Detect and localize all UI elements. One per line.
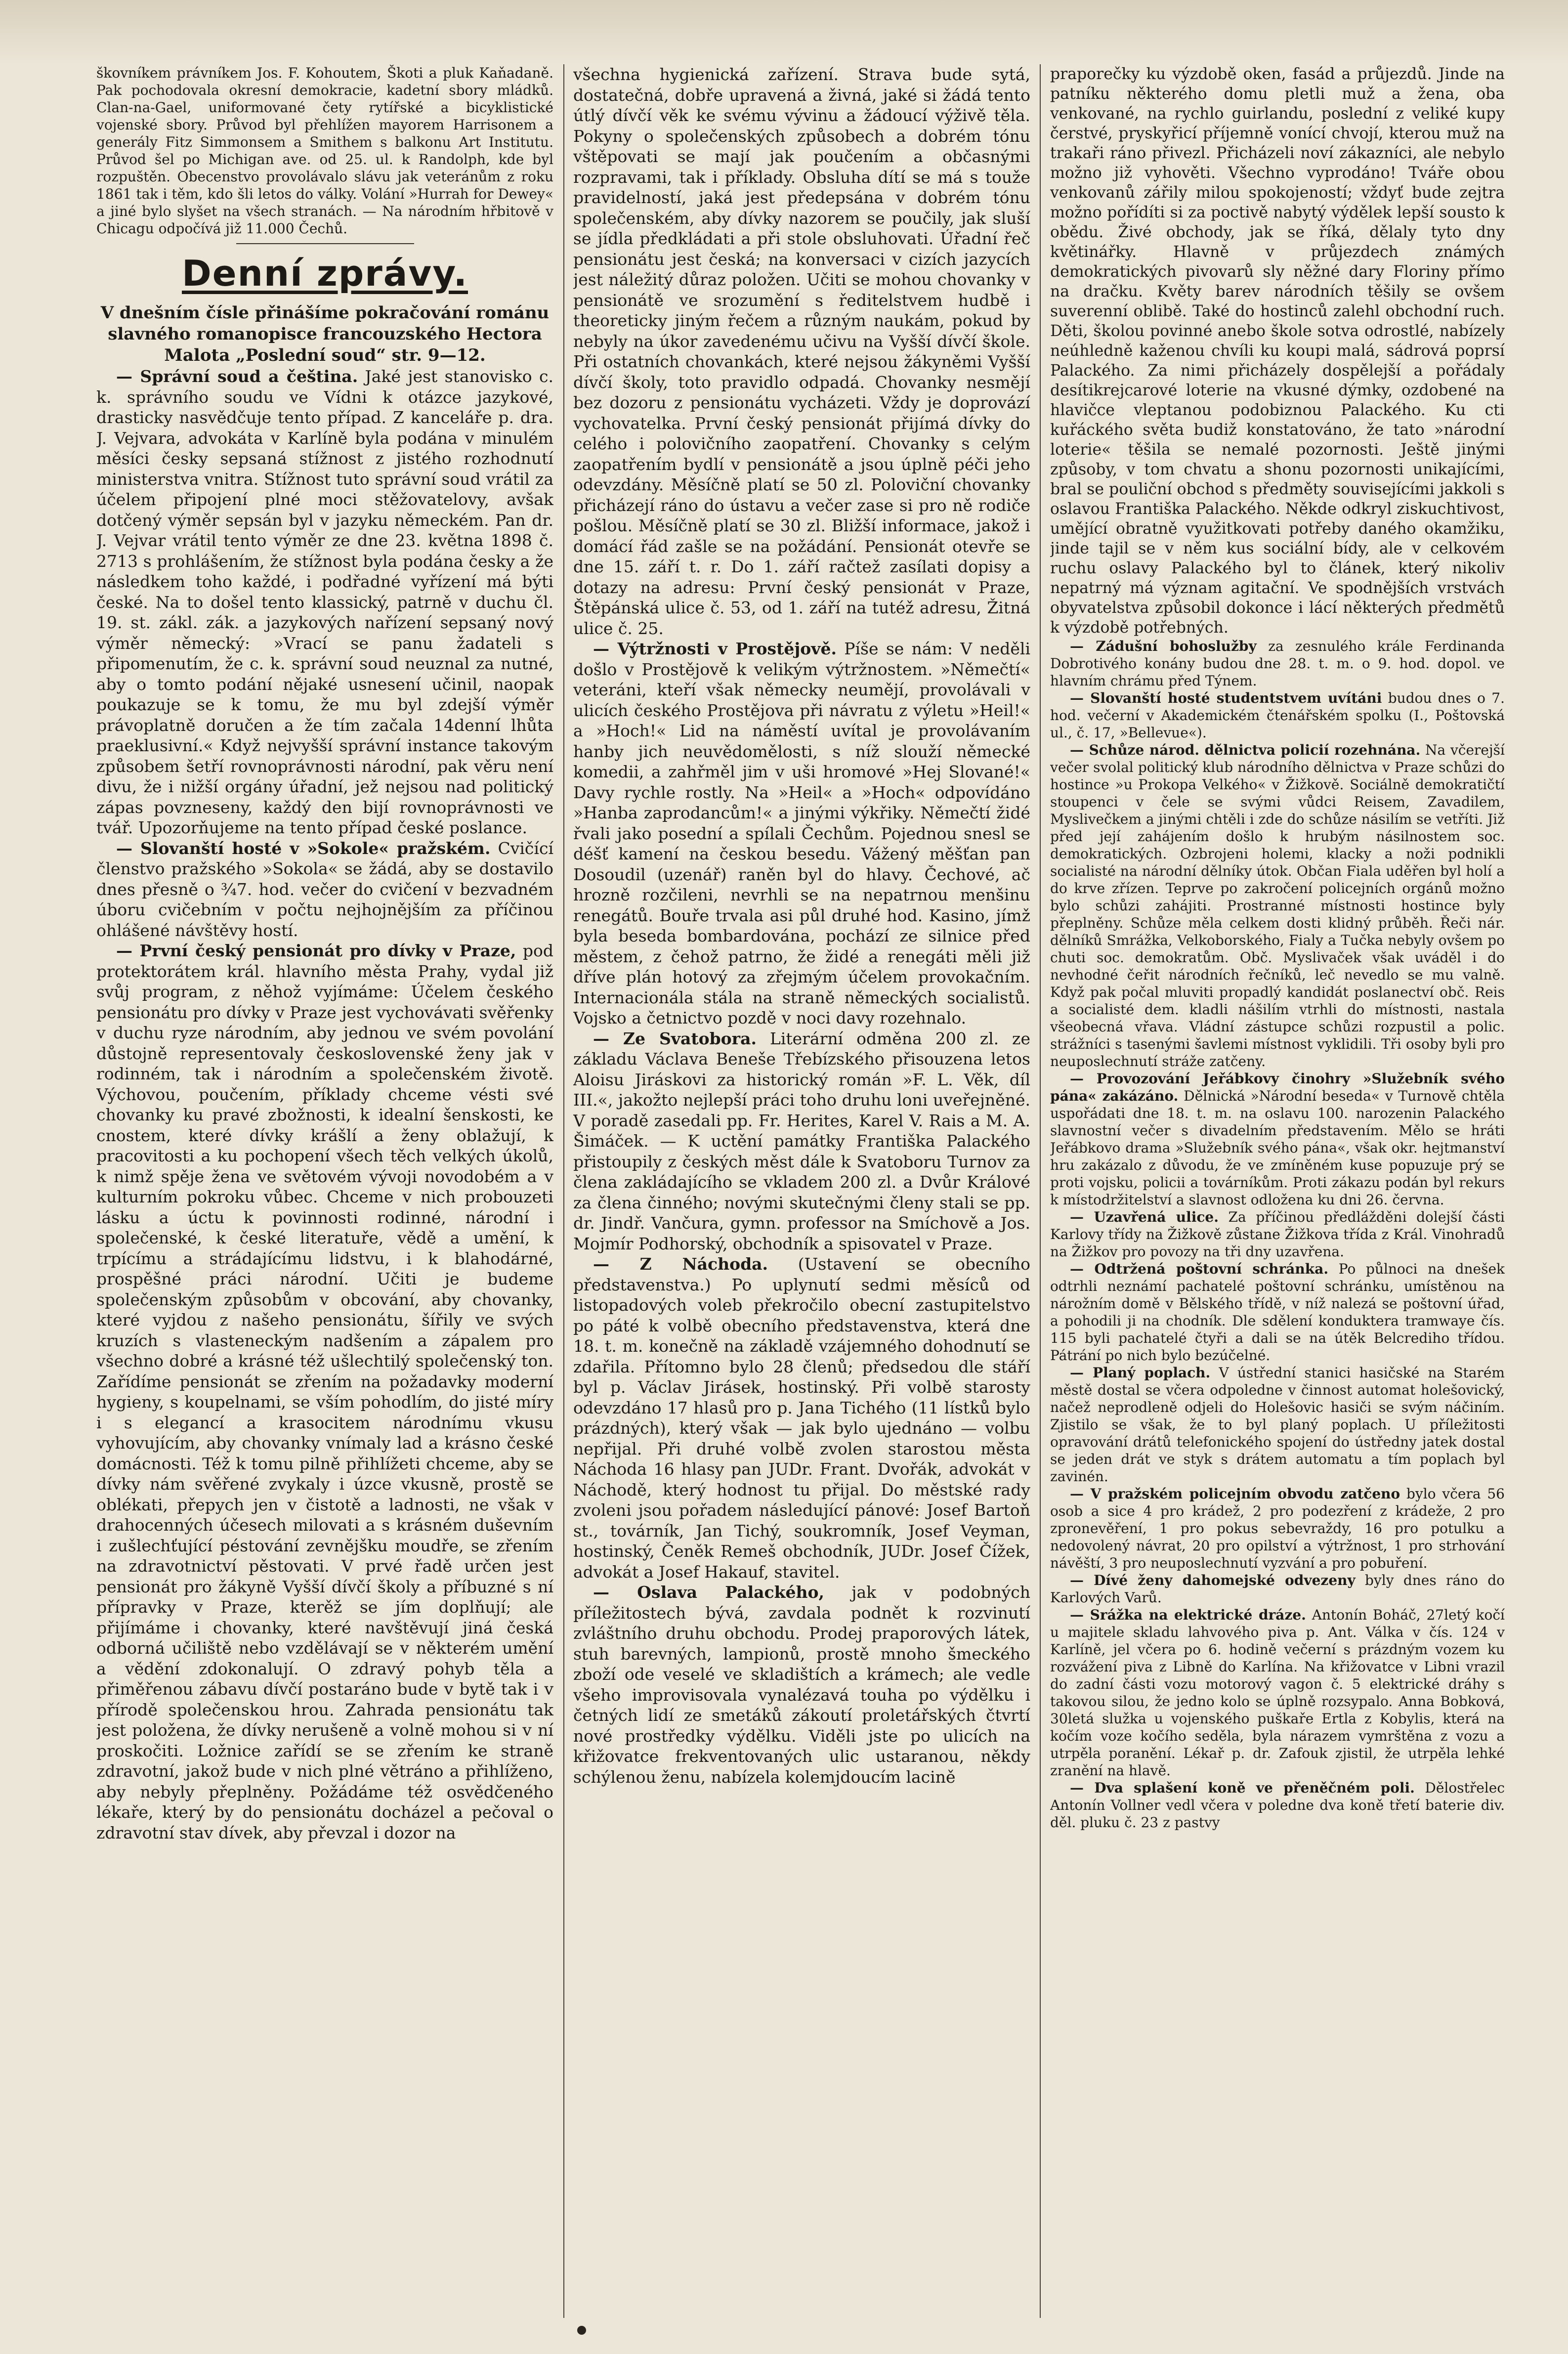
article-heading: — Slovanští hosté v »Sokole« pražském. — [116, 838, 491, 858]
article-heading: — Schůze národ. dělnictva policií rozehnána. — [1070, 742, 1421, 758]
article-paragraph — [1050, 1606, 1505, 1779]
article-body: (Ustavení se obecního představenstva.) Po uplynutí sedmi měsíců od listopadových voleb překročilo obecní zastupitelstvo po páté k volbě obecního představenstva, která dne 18. t. m. konečně na základě vzájemného dohodnutí se zdařila. Přítomno bylo 28 členů; předsedou dle stáří byl p. Václav Jirásek, hostinský. Při volbě starosty odevzdáno 17 hlasů pro p. Jana Tichého (11 lístků bylo prázdných), který však — jak bylo ujednáno — volbu nepřijal. Při druhé volbě zvolen starostou města Náchoda 16 hlasy pan JUDr. Frant. Dvořák, advokát v Náchodě, který hodnost tu přijal. Do městské rady zvoleni jsou pořadem následující pánové: Josef Bartoň st., továrník, Jan Tichý, soukromník, Josef Veyman, hostinský, Čeněk Remeš obchodník, JUDr. Josef Čížek, advokát a Josef Hakauf, stavitel. — [573, 1254, 1030, 1582]
article-body: Jaké jest stanovisko c. k. správního soudu ve Vídni k otázce jazykové, drasticky nasvědčuje tento případ. Z kanceláře p. dra. J. Vejvara, advokáta v Karlíně byla podána v minulém měsíci česky sepsaná stížnost z jistého rozhodnutí ministerstva vnitra. Stížnost tuto správní soud vrátil za účelem připojení plné moci stěžovatelovy, avšak dotčený výměr sepsán byl v jazyku německém. Pan dr. J. Vejvar vrátil tento výměr ze dne 23. května 1898 č. 2713 s prohlášením, že stížnost byla podána česky a že následkem toho každé, i podřadné vyřízení má býti české. Na to došel tento klassický, patrně v duchu čl. 19. st. zákl. zák. a jazykových nařízení sepsaný nový výměr německý: »Vrací se panu žadateli s připomenutím, že c. k. správní soud neuznal za nutné, aby o tomto podání nějaké usnesení učinil, naopak poukazuje se k tomu, že mu byl zdejší výměr právoplatně doručen a že tím začala 14denní lhůta praeklusivní.« Když nejvyšší správní instance takovým způsobem šetří rovnoprávnosti národní, pak věru není divu, že i nižší orgány úřadní, jež nejsou nad politický zápas povzneseny, každý den bijí rovnoprávnosti ve tvář. Upozorňujeme na tento případ české poslance. — [96, 367, 553, 837]
article-heading: — První český pensionát pro dívky v Praze, — [116, 941, 516, 960]
article-paragraph — [1050, 1208, 1505, 1260]
article-heading: — V pražském policejním obvodu zatčeno — [1070, 1486, 1400, 1502]
article-body: pod protektorátem král. hlavního města Prahy, vydal již svůj program, z něhož vyjímáme: Účelem českého pensionátu pro dívky v Praze jest vychovávati svěřenky v duchu ryze národním, aby jednou ve svém povolání důstojně representovaly československé ženy jak v rodinném, tak i národním a společenském životě. Výchovou, poučením, příklady chceme vésti své chovanky ku pravé zbožnosti, k idealní šenskosti, ke cnostem, které dívky krášlí a ženy oblažují, k pracovitosti a ku pochopení všech těch velkých úkolů, k nimž spěje žena ve světovém vývoji novodobém a v kulturním pokroku vůbec. Chceme v nich probouzeti lásku a úctu k povinnosti rodinné, národní i společenské, k české literatuře, vědě a umění, k trpícímu a strádajícímu lidstvu, i k blahodárné, prospěšné práci národní. Učiti je budeme společenským způsobům v obcování, aby chovanky, které vyjdou z našeho pensionátu, šířily ve svých kruzích s vlasteneckým nadšením a zápalem pro všechno dobré a krásné též ušlechtilý společenský ton. Zařídíme pensionát se zřením na požadavky moderní hygieny, s koupelnami, se vším pohodlím, do jisté míry i s elegancí a krasocitem národnímu vkusu vyhovujícím, aby chovanky vnímaly lad a krásno české domácnosti. Též k tomu pilně přihlížeti chceme, aby se dívky nám svěřené zvykaly i úzce vkusně, prostě se oblékati, přepych jen v čistotě a ladnosti, ne však v drahocenných účesech milovati a s krásném duševním i zušlechťující péstování zevnějšku moudře, se zřením na zdravotnictví pěstovati. V prvé řadě určen jest pensionát pro žákyně Vyšší dívčí školy a příbuzné s ní přípravky v Praze, kterěž se jím doplňují; ale přijímáme i chovanky, které navštěvují jiná česká odborná učiliště nebo vzdělávají se v některém umění a vědění zdokonalují. O zdravý pohyb těla a přiměřenou zábavu dívčí postaráno bude v bytě tak i v přírodě společenskou hrou. Zahrada pensionátu tak jest položena, že dívky nerušeně a volně mohou si v ní proskočiti. Ložnice zařídí se se zřením ke straně zdravotní, jakož bude v nich plné větráno a přihlíženo, aby nebyly přeplněny. Požádáme též osvědčeného lékaře, který by do pensionátu docházel a pečoval o zdravotní stav dívek, aby převzal i dozor na — [96, 941, 553, 1842]
article-heading: — Odtržená poštovní schránka. — [1070, 1261, 1329, 1277]
section-title: Denní zprávy. — [181, 253, 468, 294]
article-body: za zesnulého krále Ferdinanda Dobrotivého konány budou dne 28. t. m. o 9. hod. dopol. ve hlavním chrámu před Týnem. — [1050, 638, 1505, 689]
article-heading: — Dívé ženy dahomejské odvezeny — [1070, 1572, 1356, 1588]
article-body: Za příčinou předlážděni dolejší části Karlovy třídy na Žižkově zůstane Žižkova třída z Král. Vinohradů na Žižkov pro povozy na tři dny uzavřena. — [1050, 1209, 1505, 1260]
article-body: bylo včera 56 osob a sice 4 pro krádež, 2 pro podezření z krádeže, 2 pro zpronevěření, 1 pro pokus sebevraždy, 16 pro potulku a nedovolený návrat, 20 pro opilství a výtržnost, 1 pro strhování návěští, 3 pro neuposlechnutí vyzvání a pro pobuření. — [1050, 1486, 1505, 1571]
intro-paragraph: škovníkem právníkem Jos. F. Kohoutem, Škoti a pluk Kaňadaně. Pak pochodovala okresní demokracie, kadetní sbory mládků. Clan-na-Gael, uniformované čety rytířské a bicyklistické vojenské sbory. Průvod byl přehlížen mayorem Harrisonem a generály Fitz Simmonsem a Smithem s balkonu Art Institutu. Průvod šel po Michigan ave. od 25. ul. k Randolph, kde byl rozpuštěn. Obecenstvo provolávalo slávu jak veteránům z roku 1861 tak i těm, kdo šli letos do války. Volání »Hurrah for Dewey« a jiné bylo slyšet na všech stranách. — Na národním hřbitově v Chicagu odpočívá již 11.000 Čechů. — [96, 65, 553, 237]
article-heading: — Správní soud a čeština. — [116, 367, 358, 386]
article-list — [573, 64, 1030, 1787]
article-paragraph — [1050, 1485, 1505, 1572]
article-paragraph — [1050, 741, 1505, 1070]
column-divider — [563, 64, 564, 2318]
article-paragraph — [1050, 1572, 1505, 1606]
article-paragraph — [1050, 1364, 1505, 1485]
article-paragraph — [96, 838, 553, 941]
article-body: Cvičící členstvo pražského »Sokola« se žádá, aby se dostavilo dnes přesně o ¾7. hod. večer do cvičení v bezvadném úboru cvičebním v počtu nejhojnějším za příčinou ohlášené návštěvy hostí. — [96, 838, 553, 940]
article-paragraph — [1050, 64, 1505, 638]
article-body: všechna hygienická zařízení. Strava bude sytá, dostatečná, dobře upravená a živná, jaké si žádá tento útlý dívčí věk ke svému vývinu a žádoucí výživě těla. Pokyny o společenských způsobech a dobrém tónu vštěpovati se mají jak poučením a občasnými rozpravami, tak i příklady. Obsluha dítí se má s touže pravidelností, jaká jest předepsána v dobrém tónu společenském, aby dívky nazorem se poučily, jak sluší se jídla předkládati a při stole obsluhovati. Úřadní řeč pensionátu jest česká; na konversaci v cizích jazycích jest náležitý důraz položen. Učiti se mohou chovanky v pensionátě ve srozumění s ředitelstvem hudbě i theoreticky jiným řečem a různým naukám, pokud by nebyly na úkor zavedenému učivu na Vyšší dívčí škole. Při ostatních chovankách, které nejsou žákyněmi Vyšší dívčí školy, toto pravidlo odpadá. Chovanky nesmějí bez dozoru z pensionátu vycházeti. Vždy je doprovází vychovatelka. První český pensionát přijímá dívky do celého i polovičního zaopatření. Chovanky s celým zaopatřením bydlí v pensionátě a jsou úplně péči jeho odevzdány. Měsíčně platí se 50 zl. Poloviční chovanky přicházejí ráno do ústavu a večer zase si pro ně rodiče pošlou. Měsíčně platí se 30 zl. Bližší informace, jakož i domácí řád zašle se na požádání. Pensionát otevře se dne 15. září t. r. Do 1. září račtež zasílati dopisy a dotazy na adresu: První český pensionát v Praze, Štěpánská ulice č. 53, od 1. září na tutéž adresu, Žitná ulice č. 25. — [573, 65, 1030, 638]
article-heading: — Uzavřená ulice. — [1070, 1209, 1219, 1225]
article-heading: — Dva splašení koně ve přeněčném poli. — [1070, 1780, 1415, 1796]
article-body: praporečky ku výzdobě oken, fasád a průjezdů. Jinde na patníku některého domu pletli muž a žena, oba venkované, na rychlo guirlandu, poslední z veliké kupy čerstvé, pryskyřicí příjemně vonící chvojí, kterou muž na trakaři ráno přivezl. Přicházeli noví zákazníci, ale nebylo možno již vyhověti. Všechno vyprodáno! Tváře obou venkovanů zářily milou spokojeností; vždyť bude zejtra možno pořídíti si za poctivě nabytý výdělek lepší sousto k obědu. Živé obchody, jak se říká, dělaly tyto dny květinářky. Hlavně v průjezdech známých demokratických pivovarů sly něžné dary Floriny přímo na dračku. Květy barev národních těšily se ovšem suverenní oblibě. Také do hostinců zalehl obchodní ruch. Děti, školou povinné anebo škole sotva odrostlé, nabízely neúhledně kaženou chvíli ku koupi malá, sádrová poprsí Palackého. Za nimi přicházely dospělejší a pořádaly desítikrejcarové loterie na vkusné dýmky, ozdobené na hlavičce vleptanou podobiznou Palackého. Ku cti kuřáckého světa budiž konstatováno, že tato »národní loterie« těšila se nemalé pozornosti. Ještě jinými způsoby, v tom chvatu a shonu pozornosti unikajícími, bral se pouliční obchod s předměty souvisejícími jakkoli s oslavou Františka Palackého. Někde odkryl ziskuchtivost, umějící obratně využitkovati potřeby daného okamžiku, jinde tajil se v něm kus sociální bídy, ale v celkovém ruchu oslavy Palackého byl to článek, který nikoliv nepatrný má význam agitační. Ve spodnějších vrstvách obyvatelstva způsobil dokonce i lácí některých předmětů k výzdobě potřebných. — [1050, 65, 1505, 637]
article-body: byly dnes ráno do Karlových Varů. — [1050, 1572, 1505, 1606]
article-body: budou dnes o 7. hod. večerní v Akademickém čtenářském spolku (I., Poštovská ul., č. 17, »Bellevue«). — [1050, 690, 1505, 741]
article-heading: — Provozování Jeřábkovy činohry »Služebník svého pána« zakázáno. — [1050, 1070, 1505, 1104]
column-left — [96, 64, 553, 2318]
column-divider — [1040, 64, 1041, 2318]
article-heading: — Výtržnosti v Prostějově. — [593, 639, 837, 658]
article-paragraph — [1050, 638, 1505, 689]
article-heading: — Zádušní bohoslužby — [1070, 638, 1257, 654]
article-paragraph — [96, 366, 553, 838]
article-body: Literární odměna 200 zl. ze základu Václava Beneše Třebízského přisouzena letos Aloisu Jiráskovi za historický román »F. L. Věk, díl III.«, jakožto nejlepší práci toho druhu loni uveřejněné. V poradě zasedali pp. Fr. Herites, Karel V. Rais a M. A. Šimáček. — K uctění památky Františka Palackého přistoupily z českých měst dále k Svatoboru Turnov za člena zakládajícího se vkladem 200 zl. a Dvůr Králové za člena činného; novými skutečnými členy stali se pp. dr. Jindř. Vančura, gymn. professor na Smíchově a Jos. Mojmír Podhorský, obchodník a spisovatel v Praze. — [573, 1028, 1030, 1253]
article-heading: — Z Náchoda. — [593, 1254, 768, 1274]
article-paragraph — [573, 1028, 1030, 1254]
column-middle — [573, 64, 1030, 2318]
article-paragraph — [96, 941, 553, 1843]
article-paragraph — [1050, 1779, 1505, 1831]
article-heading: — Oslava Palackého, — [593, 1583, 824, 1602]
article-paragraph — [573, 639, 1030, 1028]
article-paragraph — [1050, 1260, 1505, 1364]
article-paragraph — [573, 1254, 1030, 1582]
article-body: Antonín Boháč, 27letý kočí u majitele skladu lahvového piva p. Ant. Válka v čís. 124 v Karlíně, jel včera po 6. hodině večerní s prázdným vozem ku rozvážení piva z Libně do Karlína. Na křižovatce v Libni vrazil do zadní části vozu motorový vagon č. 5 elektrické dráhy s takovou silou, že jedno kolo se úplně rozsypalo. Anna Bobková, 30letá služka u vojenského puškaře Ertla z Kobylis, která na kočím voze kočího seděla, byla nárazem vymrštěna z vozu a utrpěla poranění. Lékař p. dr. Zafouk zjistil, že utrpěla lehké zranění na hlavě. — [1050, 1607, 1505, 1779]
article-paragraph — [573, 64, 1030, 639]
article-body: Dělnická »Národní beseda« v Turnově chtěla uspořádati dne 18. t. m. na oslavu 100. narozenin Palackého slavnostní večer s divadelním představením. Mělo se hráti Jeřábkovo drama »Služebník svého pána«, však okr. hejtmanství hru zakázalo z důvodu, že ve zmíněném kuse popuzuje prý se proti vojsku, policii a továrníkům. Proti zákazu podán byl rekurs k místodržitelství a slavnost odložena ku dni 26. června. — [1050, 1088, 1505, 1208]
column-right — [1050, 64, 1505, 2318]
article-body: Po půlnoci na dnešek odtrhli neznámí pachatelé poštovní schránku, umístěnou na nárožním domě v Bělského třídě, v níž nalezá se poštovní úřad, a pohodili ji na chodník. Dle sdělení konduktera tramwaye čís. 115 byli pachatelé čtyři a dali se na útěk Belcrediho třídou. Pátrání po nich bylo bezúčelné. — [1050, 1261, 1505, 1364]
lead-paragraph: V dnešním čísle přinášíme pokračování románu slavného romanopisce francouzského Hectora Malota „Poslední soud“ str. 9—12. — [100, 303, 550, 365]
article-heading: — Slovanští hosté studentstvem uvítáni — [1070, 690, 1382, 706]
article-list — [96, 366, 553, 1843]
page-top-margin — [0, 0, 1568, 64]
article-heading: — Srážka na elektrické dráze. — [1070, 1607, 1306, 1623]
separator-rule — [236, 243, 414, 244]
article-body: V ústřední stanici hasičské na Starém městě dostal se včera odpoledne v činnost automat holešovický, načež neprodleně odjeli do Holešovic hasiči se svým náčiním. Zjistilo se však, že to byl planý poplach. U příležitosti opravování drátů telefonického spojení do ústředny jatek dostal se jeden drát ve styk s drátem automatu a tím poplach byl zavinén. — [1050, 1365, 1505, 1485]
ink-dot — [577, 2326, 586, 2335]
article-body: jak v podobných příležitostech bývá, zavdala podnět k rozvinutí zvláštního druhu obchodu. Prodej praporových látek, stuh barevných, lampionů, prostě mnoho šmeckého zboží ode veselé ve skladištích a krámech; ale vedle všeho improvisovala vynalézavá touha po výdělku i četných lidí ze smetáků zákoutí proletářských čtvrtí nové prostředky výdělku. Viděli jste po ulicích na křižovatce frekventovaných ulic ustaranou, někdy schýlenou ženu, nabízela kolemjdoucím lacině — [573, 1583, 1030, 1787]
article-heading: — Planý poplach. — [1070, 1365, 1211, 1381]
article-body: Na včerejší večer svolal politický klub národního dělnictva v Praze schůzi do hostince »u Prokopa Velkého« v Žižkově. Sociálně demokratičtí stoupenci v čele se svými vůdci Reisem, Zavadilem, Myslivečkem a jinými chtěli i zde do schůze násilím se vetříti. Již před její zahájením došlo k hrubým násilnostem soc. demokratických. Ozbrojeni holemi, klacky a noži podnikli socialisté na národní dělníky útok. Občan Fiala uděřen byl holí a do krve zřízen. Teprve po zakročení policejních orgánů možno bylo schůzi zahájiti. Prostranné místnosti hostince byly přeplněny. Schůze měla celkem dosti klidný průběh. Řeči nár. dělníků Smrážka, Velkoborského, Fialy a Tučka nebyly ovšem po chuti soc. demokratům. Obč. Myslivaček však uváděl i do nevhodné čeřit národních řečníků, leč nevedlo se mu valně. Když pak počal mluviti propadlý kandidát poslanectví obč. Reis a socialisté dem. kladli nášilím vtrhli do místnosti, nastala všeobecná vřava. Vládní zástupce schůzi rozpustil a polic. strážníci s tasenými šavlemi místnost vyklidili. Tři osoby byli pro neuposlechnutí stráže zatčeny. — [1050, 742, 1505, 1070]
article-heading: — Ze Svatobora. — [593, 1028, 757, 1048]
article-body: Píše se nám: V neděli došlo v Prostějově k velikým výtržnostem. »Němečtí« veteráni, kteří však německy neumějí, provolávali v ulicích českého Prostějova při návratu z výletu »Heil!« a »Hoch!« Lid na náměstí uvítal je provolávaním hanby jich neuvědomělosti, s níž slouží německé komedii, a zahřměl jim v uši hromové »Hej Slované!« Davy rychle rostly. Na »Heil« a »Hoch« odpovídáno »Hanba zaprodancům!« a jinými výkřiky. Němečtí židé řvali jako posední a spílali Čechům. Pojednou snesl se déšť kamení na českou besedu. Vážený měšťan pan Dosoudil (uzenář) raněn byl do hlavy. Čechové, ač hrozně rozčileni, nevrhli se na nepatrnou menšinu renegátů. Bouře trvala asi půl druhé hod. Kasino, jímž byla beseda bombardována, pochází ze silnice před městem, z čehož patrno, že židé a renegáti měli již dříve plán hotový za zřejmým účelem provokačním. Internacionála stála na straně německých socialistů. Vojsko a četnictvo pozdě v noci davy rozehnalo. — [573, 639, 1030, 1027]
article-list — [1050, 64, 1505, 1831]
article-paragraph — [573, 1582, 1030, 1787]
article-paragraph — [1050, 689, 1505, 741]
article-body: Dělostřelec Antonín Vollner vedl včera v poledne dva koně třetí baterie div. děl. pluku č. 23 z pastvy — [1050, 1780, 1505, 1831]
article-paragraph — [1050, 1070, 1505, 1208]
